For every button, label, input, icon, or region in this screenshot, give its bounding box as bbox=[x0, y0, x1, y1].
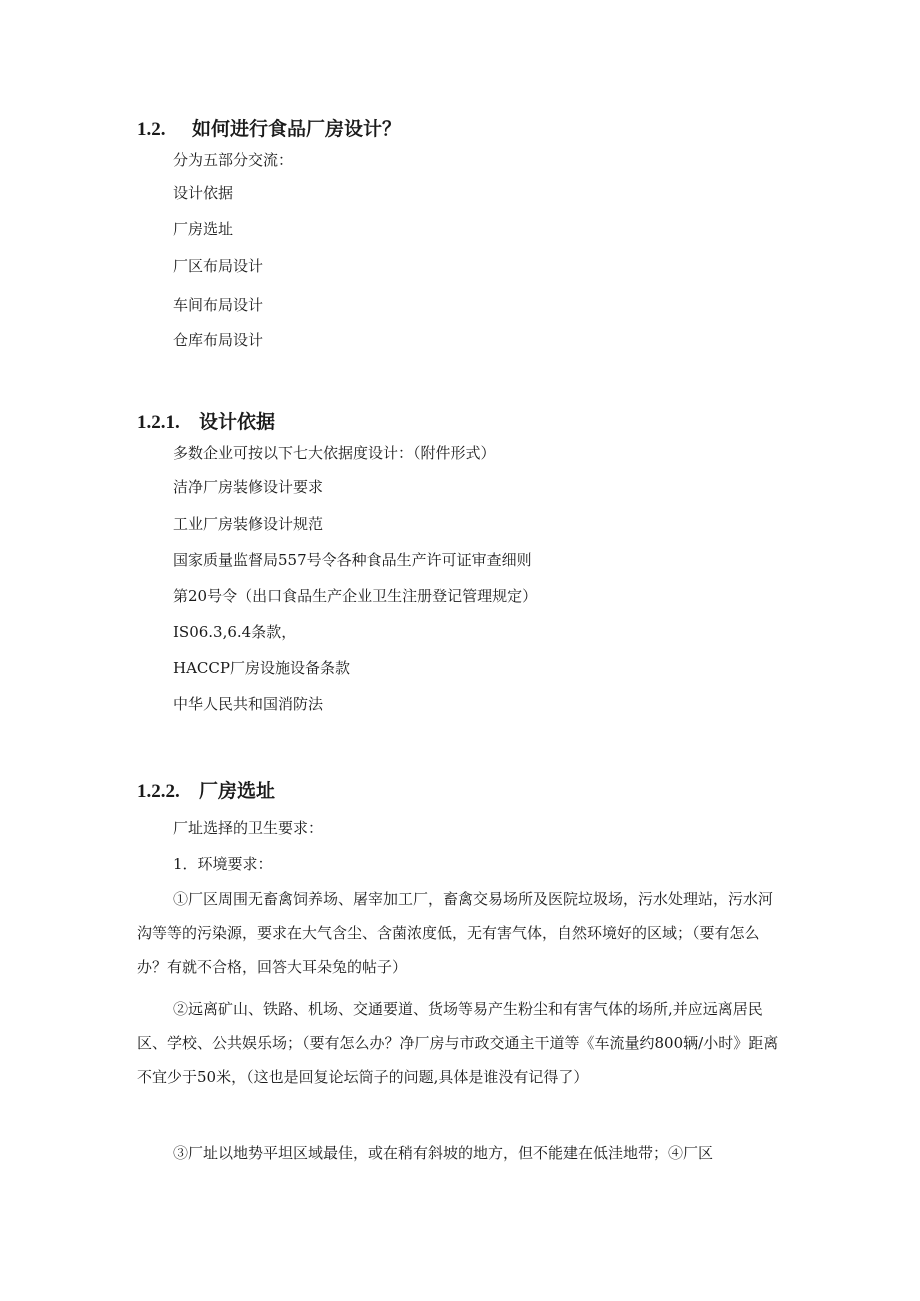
list-item: 厂区布局设计 bbox=[173, 257, 264, 275]
list-item: 车间布局设计 bbox=[173, 296, 264, 314]
list-item: 工业厂房装修设计规范 bbox=[173, 515, 324, 533]
list-item: 第20号令（出口食品生产企业卫生注册登记管理规定） bbox=[173, 587, 538, 605]
section-number: 1.2.2. bbox=[137, 781, 180, 802]
list-item: 厂房选址 bbox=[173, 220, 234, 238]
list-item: 洁净厂房装修设计要求 bbox=[173, 478, 324, 496]
subsection-label: 1．环境要求： bbox=[173, 855, 273, 873]
list-item: 仓库布局设计 bbox=[173, 331, 264, 349]
section-number: 1.2. bbox=[137, 119, 166, 140]
section-title: 设计依据 bbox=[199, 411, 276, 433]
list-item: 设计依据 bbox=[173, 184, 234, 202]
section-intro: 多数企业可按以下七大依据度设计：（附件形式） bbox=[173, 444, 496, 462]
section-1-2-2-heading bbox=[137, 778, 275, 805]
body-paragraph: ①厂区周围无畜禽饲养场、屠宰加工厂，畜禽交易场所及医院垃圾场，污水处理站，污水河沟等等的污染源，要求在大气含尘、含菌浓度低，无有害气体，自然环境好的区域；（要有怎么办？有就不合格，回答大耳朵兔的帖子） bbox=[137, 890, 774, 976]
section-intro: 分为五部分交流： bbox=[173, 151, 294, 169]
list-item: 中华人民共和国消防法 bbox=[173, 695, 324, 713]
section-title: 厂房选址 bbox=[199, 780, 276, 802]
list-item: IS06.3,6.4条款， bbox=[173, 623, 297, 641]
body-paragraph: ②远离矿山、铁路、机场、交通要道、货场等易产生粉尘和有害气体的场所,并应远离居民区、学校、公共娱乐场；（要有怎么办？净厂房与市政交通主干道等《车流量约800辆/小时》距离不宜少于50米，（这也是回复论坛筒子的问题,具体是谁没有记得了） bbox=[137, 1000, 779, 1086]
section-1-2-heading bbox=[137, 116, 401, 143]
section-title: 如何进行食品厂房设计？ bbox=[192, 118, 402, 140]
section-number: 1.2.1. bbox=[137, 412, 180, 433]
body-paragraph: ③厂址以地势平坦区域最佳，或在稍有斜坡的地方，但不能建在低洼地带；④厂区 bbox=[173, 1144, 714, 1162]
list-item: 国家质量监督局557号令各种食品生产许可证审查细则 bbox=[173, 551, 532, 569]
section-intro: 厂址选择的卫生要求： bbox=[173, 819, 324, 837]
section-1-2-1-heading bbox=[137, 409, 275, 436]
list-item: HACCP厂房设施设备条款 bbox=[173, 659, 350, 677]
